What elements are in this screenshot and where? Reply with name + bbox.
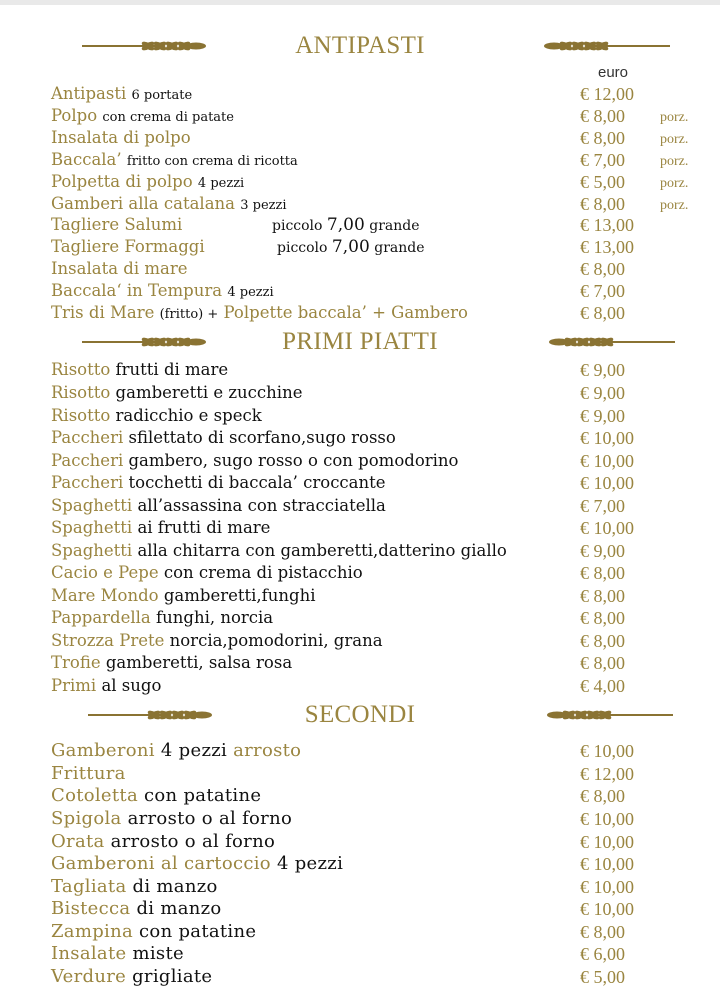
item-text bbox=[51, 540, 507, 562]
item-desc: di manzo bbox=[132, 876, 218, 897]
item-name: Risotto bbox=[51, 383, 111, 402]
menu-item bbox=[0, 359, 720, 381]
item-price: € 9,00 bbox=[580, 360, 625, 380]
item-desc: grigliate bbox=[132, 966, 213, 987]
menu-item bbox=[0, 763, 720, 786]
item-price: € 7,00 bbox=[580, 150, 625, 170]
menu-item bbox=[0, 540, 720, 562]
item-desc: di manzo bbox=[136, 898, 222, 919]
menu-item bbox=[0, 280, 720, 302]
item-name: Spaghetti bbox=[51, 496, 133, 515]
item-name: Strozza Prete bbox=[51, 631, 165, 650]
item-price: € 6,00 bbox=[580, 944, 625, 964]
item-text bbox=[51, 607, 273, 629]
menu-item bbox=[0, 193, 720, 215]
menu-item bbox=[0, 236, 720, 258]
item-price: € 8,00 bbox=[580, 106, 625, 126]
item-desc: radicchio e speck bbox=[115, 406, 262, 425]
menu-item bbox=[0, 472, 720, 494]
item-name: Paccheri bbox=[51, 428, 124, 447]
item-desc: con patatine bbox=[139, 921, 257, 942]
item-text bbox=[51, 149, 298, 173]
item-price: € 10,00 bbox=[580, 518, 634, 538]
top-bar bbox=[0, 0, 720, 5]
item-text bbox=[51, 966, 212, 988]
item-desc: miste bbox=[132, 943, 184, 964]
menu-item bbox=[0, 785, 720, 808]
item-name: Tagliere Formaggi bbox=[51, 237, 205, 256]
item-text bbox=[51, 921, 256, 943]
size-options bbox=[272, 214, 420, 237]
menu-item bbox=[0, 450, 720, 472]
item-text bbox=[51, 652, 292, 674]
item-name: Risotto bbox=[51, 406, 111, 425]
item-desc: arrosto o al forno bbox=[127, 808, 293, 829]
item-price: € 5,00 bbox=[580, 967, 625, 987]
item-unit: porz. bbox=[660, 176, 689, 191]
item-desc: 6 portate bbox=[131, 88, 193, 103]
item-text bbox=[51, 171, 244, 195]
menu-item bbox=[0, 652, 720, 674]
item-name: Orata bbox=[51, 831, 105, 852]
item-name: Mare Mondo bbox=[51, 586, 159, 605]
item-price: € 8,00 bbox=[580, 786, 625, 806]
size-small-label: piccolo bbox=[272, 218, 323, 234]
item-text bbox=[51, 831, 275, 853]
item-desc: gamberetti e zucchine bbox=[115, 383, 303, 402]
item-desc: tocchetti di baccala’ croccante bbox=[128, 473, 386, 492]
menu-item bbox=[0, 171, 720, 193]
item-desc: al sugo bbox=[101, 676, 162, 695]
item-name: Spaghetti bbox=[51, 518, 133, 537]
item-price: € 5,00 bbox=[580, 172, 625, 192]
item-text bbox=[51, 898, 222, 920]
item-desc: 3 pezzi bbox=[240, 198, 287, 213]
section-header-antipasti bbox=[0, 28, 720, 68]
menu-item bbox=[0, 105, 720, 127]
menu-item bbox=[0, 607, 720, 629]
item-text bbox=[51, 450, 458, 472]
item-price: € 7,00 bbox=[580, 496, 625, 516]
item-price: € 8,00 bbox=[580, 563, 625, 583]
menu-item bbox=[0, 302, 720, 324]
item-price: € 10,00 bbox=[580, 473, 634, 493]
item-desc: 4 pezzi bbox=[197, 176, 245, 191]
size-large-label: grande bbox=[369, 218, 420, 234]
item-price: € 10,00 bbox=[580, 899, 634, 919]
item-desc: ai frutti di mare bbox=[137, 518, 271, 537]
size-small-label: piccolo bbox=[277, 240, 328, 256]
item-name: Tagliata bbox=[51, 876, 127, 897]
item-text bbox=[51, 785, 261, 807]
item-name: Antipasti bbox=[51, 84, 127, 103]
item-name: Zampina bbox=[51, 921, 134, 942]
item-price: € 13,00 bbox=[580, 237, 634, 257]
item-name: Insalata di polpo bbox=[51, 128, 191, 147]
item-text bbox=[51, 236, 205, 258]
item-desc: con crema di patate bbox=[102, 110, 234, 125]
item-name: Tris di Mare bbox=[51, 303, 155, 322]
item-text bbox=[51, 763, 126, 785]
item-price: € 8,00 bbox=[580, 653, 625, 673]
item-name: Frittura bbox=[51, 763, 126, 784]
item-price: € 9,00 bbox=[580, 541, 625, 561]
size-small-price: 7,00 bbox=[326, 215, 365, 235]
item-name: Verdure bbox=[51, 966, 127, 987]
item-price: € 7,00 bbox=[580, 281, 625, 301]
item-text bbox=[51, 943, 184, 965]
wheat-ornament-right-icon bbox=[543, 703, 673, 727]
menu-item bbox=[0, 675, 720, 697]
item-unit: porz. bbox=[660, 132, 689, 147]
item-name-extra: Polpette baccala’ + Gambero bbox=[223, 303, 468, 322]
item-name: Spigola bbox=[51, 808, 122, 829]
item-text bbox=[51, 127, 191, 149]
item-text bbox=[51, 105, 234, 129]
menu-item bbox=[0, 585, 720, 607]
item-desc: all’assassina con stracciatella bbox=[137, 496, 386, 515]
item-text bbox=[51, 405, 262, 427]
menu-item bbox=[0, 495, 720, 517]
size-small-price: 7,00 bbox=[331, 237, 370, 257]
item-text bbox=[51, 214, 182, 236]
item-desc: fritto con crema di ricotta bbox=[126, 154, 298, 169]
item-name: Polpo bbox=[51, 106, 98, 125]
item-desc: con crema di pistacchio bbox=[163, 563, 363, 582]
item-desc: sfilettato di scorfano,sugo rosso bbox=[128, 428, 396, 447]
item-text bbox=[51, 83, 192, 107]
section-title: ANTIPASTI bbox=[295, 32, 425, 59]
item-price: € 8,00 bbox=[580, 303, 625, 323]
item-text bbox=[51, 359, 228, 381]
item-desc: funghi, norcia bbox=[156, 608, 274, 627]
size-large-label: grande bbox=[374, 240, 425, 256]
item-text bbox=[51, 808, 292, 830]
item-price: € 8,00 bbox=[580, 922, 625, 942]
item-price: € 10,00 bbox=[580, 451, 634, 471]
item-text bbox=[51, 853, 343, 875]
menu-item bbox=[0, 943, 720, 966]
item-name: Paccheri bbox=[51, 473, 124, 492]
item-price: € 12,00 bbox=[580, 764, 634, 784]
item-desc: con patatine bbox=[144, 785, 262, 806]
size-options bbox=[277, 236, 425, 259]
menu-item bbox=[0, 921, 720, 944]
item-text bbox=[51, 280, 274, 304]
item-desc: (fritto) + bbox=[159, 307, 219, 322]
item-text bbox=[51, 427, 396, 449]
menu-item bbox=[0, 83, 720, 105]
menu-item bbox=[0, 517, 720, 539]
item-name: Paccheri bbox=[51, 451, 124, 470]
item-price: € 10,00 bbox=[580, 809, 634, 829]
item-price: € 12,00 bbox=[580, 84, 634, 104]
item-text bbox=[51, 302, 468, 326]
menu-item bbox=[0, 149, 720, 171]
item-text bbox=[51, 517, 270, 539]
item-name: Trofie bbox=[51, 653, 101, 672]
item-desc: gamberetti, salsa rosa bbox=[105, 653, 293, 672]
item-desc: alla chitarra con gamberetti,datterino giallo bbox=[137, 541, 507, 560]
item-name: Gamberi alla catalana bbox=[51, 194, 235, 213]
menu-item bbox=[0, 405, 720, 427]
item-unit: porz. bbox=[660, 110, 689, 125]
menu-item bbox=[0, 127, 720, 149]
item-text bbox=[51, 562, 363, 584]
wheat-ornament-right-icon bbox=[540, 34, 670, 58]
item-desc: norcia,pomodorini, grana bbox=[169, 631, 383, 650]
item-text bbox=[51, 472, 386, 494]
item-price: € 8,00 bbox=[580, 259, 625, 279]
item-price: € 8,00 bbox=[580, 194, 625, 214]
item-price: € 8,00 bbox=[580, 128, 625, 148]
item-price: € 10,00 bbox=[580, 428, 634, 448]
item-desc: 4 pezzi bbox=[276, 853, 344, 874]
item-name: Insalate bbox=[51, 943, 127, 964]
item-name: Risotto bbox=[51, 360, 111, 379]
item-price: € 9,00 bbox=[580, 383, 625, 403]
item-price: € 4,00 bbox=[580, 676, 625, 696]
item-name: Insalata di mare bbox=[51, 259, 188, 278]
menu-item bbox=[0, 876, 720, 899]
menu-item bbox=[0, 808, 720, 831]
item-name: Polpetta di polpo bbox=[51, 172, 193, 191]
item-name: Primi bbox=[51, 676, 97, 695]
item-name: Cacio e Pepe bbox=[51, 563, 159, 582]
menu-item bbox=[0, 740, 720, 763]
item-name: Bistecca bbox=[51, 898, 131, 919]
item-desc: 4 pezzi bbox=[160, 740, 228, 761]
item-price: € 10,00 bbox=[580, 741, 634, 761]
item-price: € 8,00 bbox=[580, 608, 625, 628]
item-text bbox=[51, 585, 315, 607]
section-title: PRIMI PIATTI bbox=[282, 328, 438, 355]
item-desc: arrosto o al forno bbox=[110, 831, 276, 852]
wheat-ornament-right-icon bbox=[545, 330, 675, 354]
menu-item bbox=[0, 258, 720, 280]
item-name: Gamberoni al cartoccio bbox=[51, 853, 271, 874]
item-desc: 4 pezzi bbox=[227, 285, 274, 300]
item-price: € 13,00 bbox=[580, 215, 634, 235]
menu-item bbox=[0, 898, 720, 921]
item-text bbox=[51, 876, 218, 898]
section-header-secondi bbox=[0, 697, 720, 737]
item-name: Baccala‘ in Tempura bbox=[51, 281, 223, 300]
menu-item bbox=[0, 831, 720, 854]
item-unit: porz. bbox=[660, 198, 689, 213]
item-name: Cotoletta bbox=[51, 785, 138, 806]
item-name: Spaghetti bbox=[51, 541, 133, 560]
item-name: Gamberoni bbox=[51, 740, 155, 761]
item-price: € 10,00 bbox=[580, 877, 634, 897]
item-name-extra: arrosto bbox=[233, 740, 302, 761]
section-title: SECONDI bbox=[304, 701, 416, 728]
menu-item bbox=[0, 562, 720, 584]
menu-item bbox=[0, 853, 720, 876]
item-desc: frutti di mare bbox=[115, 360, 229, 379]
item-unit: porz. bbox=[660, 154, 689, 169]
item-price: € 10,00 bbox=[580, 854, 634, 874]
menu-item bbox=[0, 966, 720, 989]
item-desc: gamberetti,funghi bbox=[163, 586, 316, 605]
item-price: € 10,00 bbox=[580, 832, 634, 852]
item-text bbox=[51, 740, 301, 762]
item-text bbox=[51, 258, 188, 280]
item-text bbox=[51, 382, 302, 404]
item-text bbox=[51, 675, 161, 697]
item-name: Tagliere Salumi bbox=[51, 215, 183, 234]
item-desc: gambero, sugo rosso o con pomodorino bbox=[128, 451, 459, 470]
item-price: € 8,00 bbox=[580, 631, 625, 651]
item-text bbox=[51, 630, 383, 652]
menu-item bbox=[0, 630, 720, 652]
item-price: € 8,00 bbox=[580, 586, 625, 606]
item-text bbox=[51, 495, 386, 517]
menu-item bbox=[0, 382, 720, 404]
item-name: Pappardella bbox=[51, 608, 151, 627]
menu-item bbox=[0, 214, 720, 236]
item-price: € 9,00 bbox=[580, 406, 625, 426]
menu-item bbox=[0, 427, 720, 449]
section-header-primi bbox=[0, 324, 720, 364]
currency-label: euro bbox=[598, 64, 629, 81]
item-name: Baccala’ bbox=[51, 150, 122, 169]
